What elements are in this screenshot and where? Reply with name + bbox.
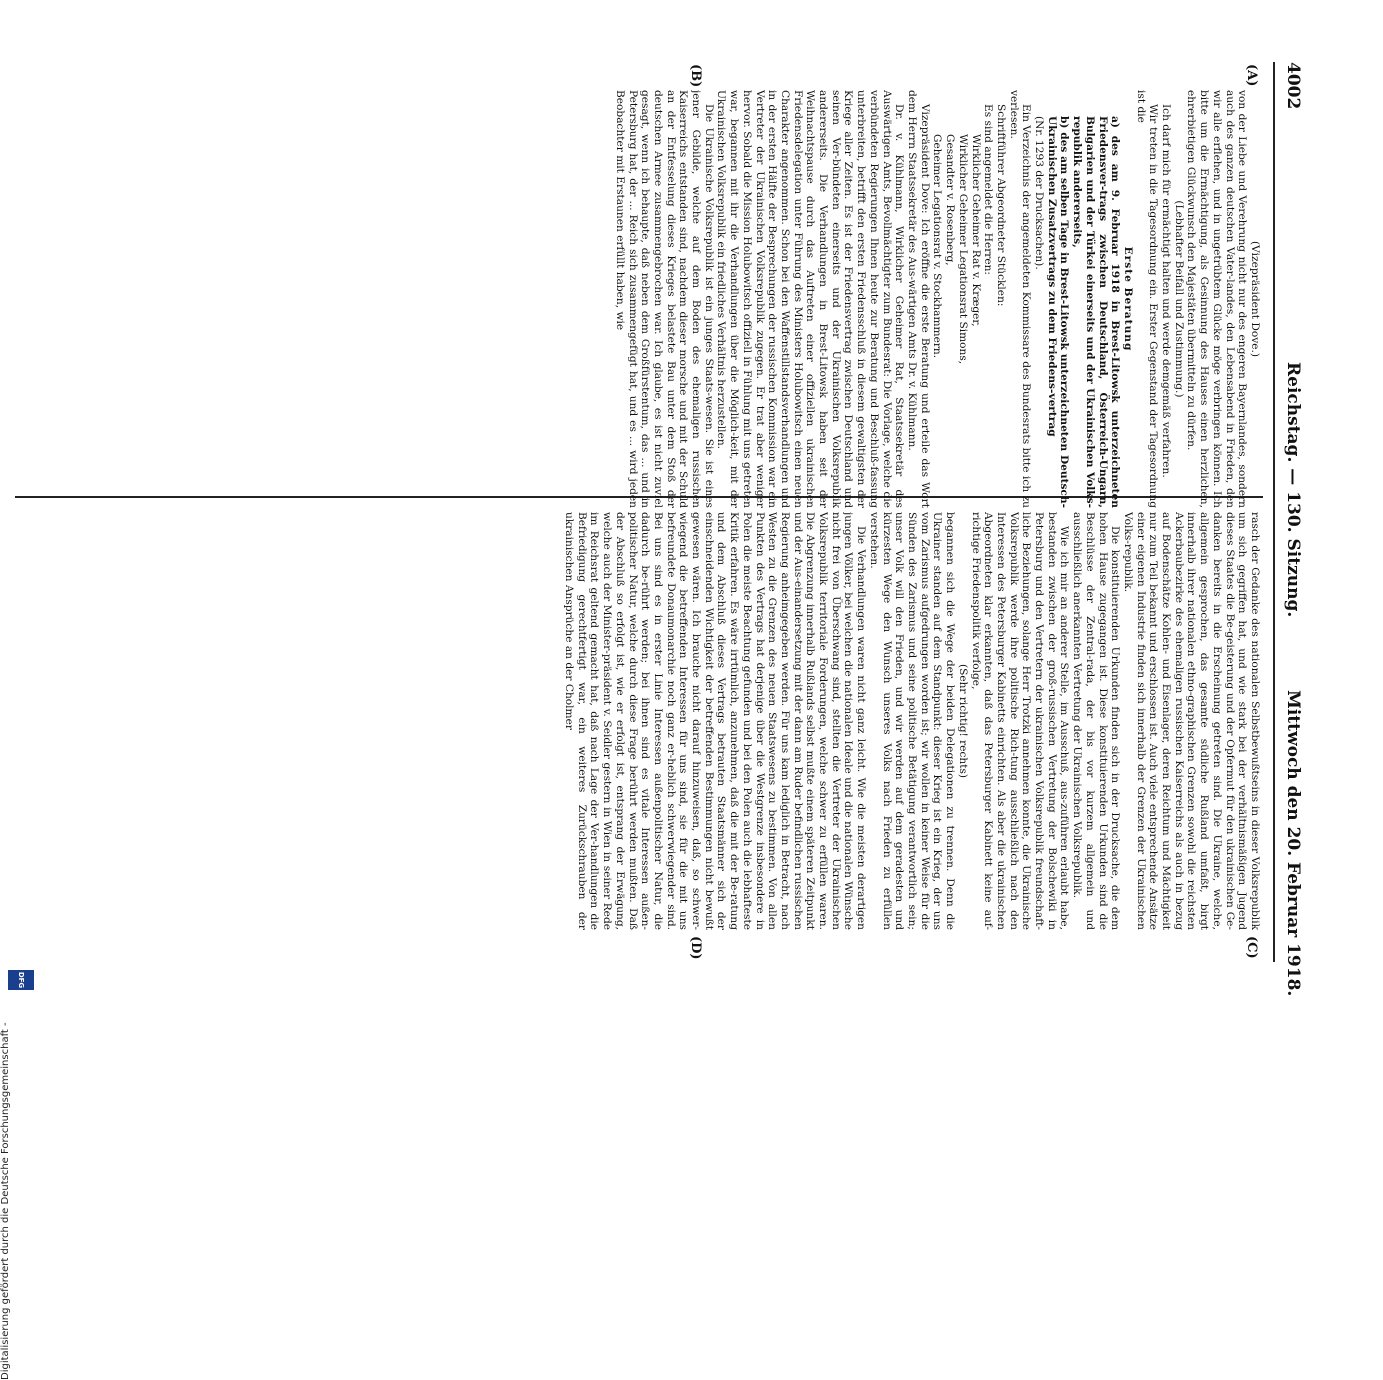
agenda-heading: Erste Beratung xyxy=(1121,246,1134,352)
commissioner-name: Wirklicher Geheimer Legationsrat Simons, xyxy=(956,134,969,365)
header-rule xyxy=(1273,62,1275,962)
speech-paragraph: rasch der Gedanke des nationalen Selbstbewußtseins in dieser Volksrepublik um sich gegriffen hat, und wie stark bei der verhältnismäßigen Jugend dieses Staates die Be-geisterung und der Opfermut für den ukrainischen Ge-danken bereits in die Erscheinung getreten sind. Die Ukraine, welche, allgemein gesprochen, das gesamte südliche Rußland umfaßt, birgt innerhalb ihrer nationalen ethno-graphischen Grenzen sowohl die reichsten Ackerbaubezirke des ehemaligen russischen Kaiserreichs als auch in bezug auf Bodenschätze Kohlen- und Eisenlager, deren Reichtum und Mächtigkeit nur zum Teil bekannt und erschlossen ist. Auch viele entsprechende Ansätze einer eigenen Industrie finden sich innerhalb der Grenzen der Ukrainischen Volks-republik. xyxy=(1121,512,1261,930)
margin-mark-b: (B) xyxy=(688,64,703,88)
session-title: Reichstag. — 130. Sitzung. xyxy=(1283,362,1303,618)
commissioner-name: Geheimer Legationsrat v. Stockhammern. xyxy=(931,134,944,359)
speech-paragraph: Die Ukrainische Volksrepublik ist ein junges Staats-wesen. Sie ist eines jener Gebilde, welche auf dem Boden des ehemaligen russischen Kaiserreichs entstanden sind, nachdem dieser morsche und mit der Schuld an der Entfesselung dieses Krieges belastete Bau unter dem Stoß der deutschen Armee zusammengebrochen war. Ich glaube, es ist nicht zuviel gesagt, wenn ich behaupte, daß neben dem Großfürstentum, das ... und in Petersburg hat, der ... Reich sich zusammengefügt hat, und es ... wird jeden Beobachter mit Erstaunen erfüllt haben, wie xyxy=(613,90,715,508)
paragraph: von der Liebe und Verehrung nicht nur des engeren Bayernlandes, sondern auch des ganzen deutschen Vater-landes, den Lebensabend in Frieden, den wir alle erflehen, und in ungetrübtem Glücke möge verbringen können. Ich bitte um die Ermächtigung, als Gesinnung des Hauses einen herzlichen, ehrerbietigen Glückwunsch den Majestäten übermitteln zu dürfen. xyxy=(1185,90,1249,508)
paragraph: Ein Verzeichnis der angemeldeten Kommissare des Bundesrats bitte ich zu verlesen. xyxy=(1007,90,1033,508)
speech-paragraph: Die konstituierenden Urkunden finden sich in der Drucksache, die dem hohen Hause zugegangen ist. Diese konstituierenden Urkunden sind die Beschlüsse der Zentral-rada, der bis vor kurzem allgemein und ausschließlich anerkannten Vertretung der Ukrainischen Volksrepublik. xyxy=(1071,512,1122,930)
dfg-logo: DFG xyxy=(8,970,34,990)
commissioner-intro: Es sind angemeldet die Herren: xyxy=(982,104,995,276)
margin-mark-c: (C) xyxy=(1244,936,1259,959)
speech-paragraph: Dr. v. Kühlmann, Wirklicher Geheimer Rat, Staatssekretär des Auswärtigen Amts, Bevollmächtigter zum Bundesrat: Die Vorlage, welche die verbündeten Regierungen Ihnen heute zur Beratung und Beschluß-fassung unterbreiten, betrifft den ersten Friedensschluß in diesem gewaltigsten der Kriege aller Zeiten. Es ist der Friedensvertrag zwischen Deutschland und seinen Ver-bündeten einerseits und der Ukrainischen Volksrepublik andererseits. Die Verhandlungen in Brest-Litowsk haben seit der Weihnachtspause durch das Auftreten einer offiziellen ukrainischen Friedensdelegation unter Führung des Ministers Holubowitsch einen neuen Charakter angenommen. Schon bei den Waffenstillstandsverhandlungen und in der ersten Hälfte der Besprechungen der russischen Kommission war ein Vertreter der Ukrainischen Volksrepublik zugegen. Er trat aber weniger hervor. Sobald die Mission Holubowitsch offiziell in Fühlung mit uns getreten war, begannen mit ihr die Verhandlungen über die Möglich-keit, mit der Ukrainischen Volksrepublik ein friedliches Verhältnis herzustellen. xyxy=(715,90,906,508)
page-header xyxy=(1279,62,1303,997)
agenda-item-b: b) des am selben Tage in Brest-Litowsk unterzeichneten Deutsch-Ukrainischen Zusatzvertrags zu dem Friedens-vertrag xyxy=(1045,116,1071,508)
speech-paragraph: Wie ich mir an anderer Stelle, im Ausschuß, aus-zuführen erlaubt habe, bestanden zwischen der groß-russischen Vertretung der Bolschewiki in Petersburg und den Vertretern der ukrainischen Volksrepublik freundschaft-liche Beziehungen, solange Herr Trotzki annehmen konnte, die Ukrainische Volksrepublik werde ihre politische Rich-tung ausschließlich nach den Interessen des Petersburger Kabinetts einrichten. Als aber die ukrainischen Abgeordneten klar erkannten, daß das Petersburger Kabinett keine auf-richtige Friedenspolitik verfolge, xyxy=(969,512,1071,930)
left-text-column xyxy=(16,90,1261,508)
printed-matter-note: (Nr. 1293 der Drucksachen). xyxy=(1033,116,1046,270)
commissioner-name: Gesandter v. Rosenberg, xyxy=(944,134,957,266)
commissioner-name: Wirklicher Geheimer Rat v. Kræger, xyxy=(969,134,982,327)
speech-paragraph: Die Verhandlungen waren nicht ganz leicht. Wie die meisten derartigen jungen Völker, bei welchen die nationalen Ideale und die nationalen Wünsche nicht frei von Überschwang sind, stellten die Vertreter der Ukrainischen Volksrepublik territoriale Forderungen, welche schwer zu erfüllen waren. Die Abgrenzung innerhalb Rußlands selbst mußte einem späteren Zeitpunkt und der Aus-einandersetzung mit der dann am Ruder befindlichen russischen Regierung anheimgegeben werden. Für uns kam lediglich in Betracht, nach Westen zu die Grenzen des neuen Staatswesens zu bestimmen. Von allen Punkten des Vertrags hat derjenige über die Westgrenze insbesondere in Polen die meiste Beachtung gefunden und bei den Polen auch die lebhafteste Kritik erfahren. Es wäre irrtümlich, anzunehmen, daß die mit der Be-ratung und dem Abschluß dieses Vertrags betrauten Staatsmänner sich der einschneidenden Wichtigkeit der betreffenden Bestimmungen nicht bewußt gewesen wären. Ich brauche nicht darauf hinzuweisen, daß, so schwer-wiegend die betreffenden Interessen für uns sind, sie für die mit uns befreundete Donaumonarchie noch ganz er-heblich schwerwiegender sind. Bei uns sind es in erster Linie Interessen außenpolitischer Natur, die dadurch be-rührt werden; bei ihnen sind es vitale Interessen außen-politischer Natur, welche durch diese Frage berührt werden mußten. Daß der Abschluß so erfolgt ist, wie er erfolgt ist, entsprang der Erwägung, welche auch der Minister-präsident v. Seidler gestern in Wien in seiner Rede im Reichsrat geltend gemacht hat, daß nach Lage der Ver-handlungen die Befriedigung gerechtfertigt war, ein weiteres Zurückschrauben der ukrainischen Ansprüche an der Cholmer xyxy=(563,512,868,930)
digitization-credit: Digitalisierung gefördert durch die Deutsche Forschungsgemeinschaft - xyxy=(0,1022,11,1380)
agenda-item-a: a) des am 9. Februar 1918 in Brest-Litowsk unterzeichneten Friedensver-trags zwischen Deutschland, Österreich-Ungarn, Bulgarien und der Türkei einerseits und der Ukrainischen Volks-republik andererseits, xyxy=(1071,116,1122,508)
margin-mark-a: (A) xyxy=(1244,64,1259,87)
page-number: 4002 xyxy=(1283,62,1303,110)
paragraph: Vizepräsident Dove: Ich eröffne die erste Beratung und erteile das Wort dem Herrn Staatssekretär des Aus-wärtigen Amts Dr. v. Kühlmann. xyxy=(906,90,931,508)
session-date: Mittwoch den 20. Februar 1918. xyxy=(1283,690,1303,997)
applause-note: (Lebhafter Beifall und Zustimmung.) xyxy=(1172,200,1185,398)
paragraph: Ich darf mich für ermächtigt halten und werde demgemäß verfahren. xyxy=(1160,104,1173,478)
right-text-column xyxy=(16,512,1261,930)
speech-paragraph: begannen sich die Wege der beiden Delegationen zu trennen. Denn die Ukrainer standen auf dem Standpunkt: dieser Krieg ist ein Krieg, der uns vom Zarismus aufgedrungen worden ist; wir wollen in keiner Weise für die Sünden des Zarismus und seine politische Betätigung verantwortlich sein; unser Volk will den Frieden, und wir werden auf dem geradesten und kürzesten Wege den Wunsch unseres Volks nach Frieden zu erfüllen verstehen. xyxy=(867,512,957,930)
paragraph: Wir treten in die Tagesordnung ein. Erster Gegenstand der Tagesordnung ist die xyxy=(1134,90,1160,508)
secretary-line: Schriftführer Abgeordneter Stücklen: xyxy=(994,104,1007,307)
interjection-note: (Sehr richtig! rechts) xyxy=(956,663,969,779)
margin-mark-d: (D) xyxy=(688,936,703,960)
speaker-note: (Vizepräsident Dove.) xyxy=(1249,241,1261,357)
